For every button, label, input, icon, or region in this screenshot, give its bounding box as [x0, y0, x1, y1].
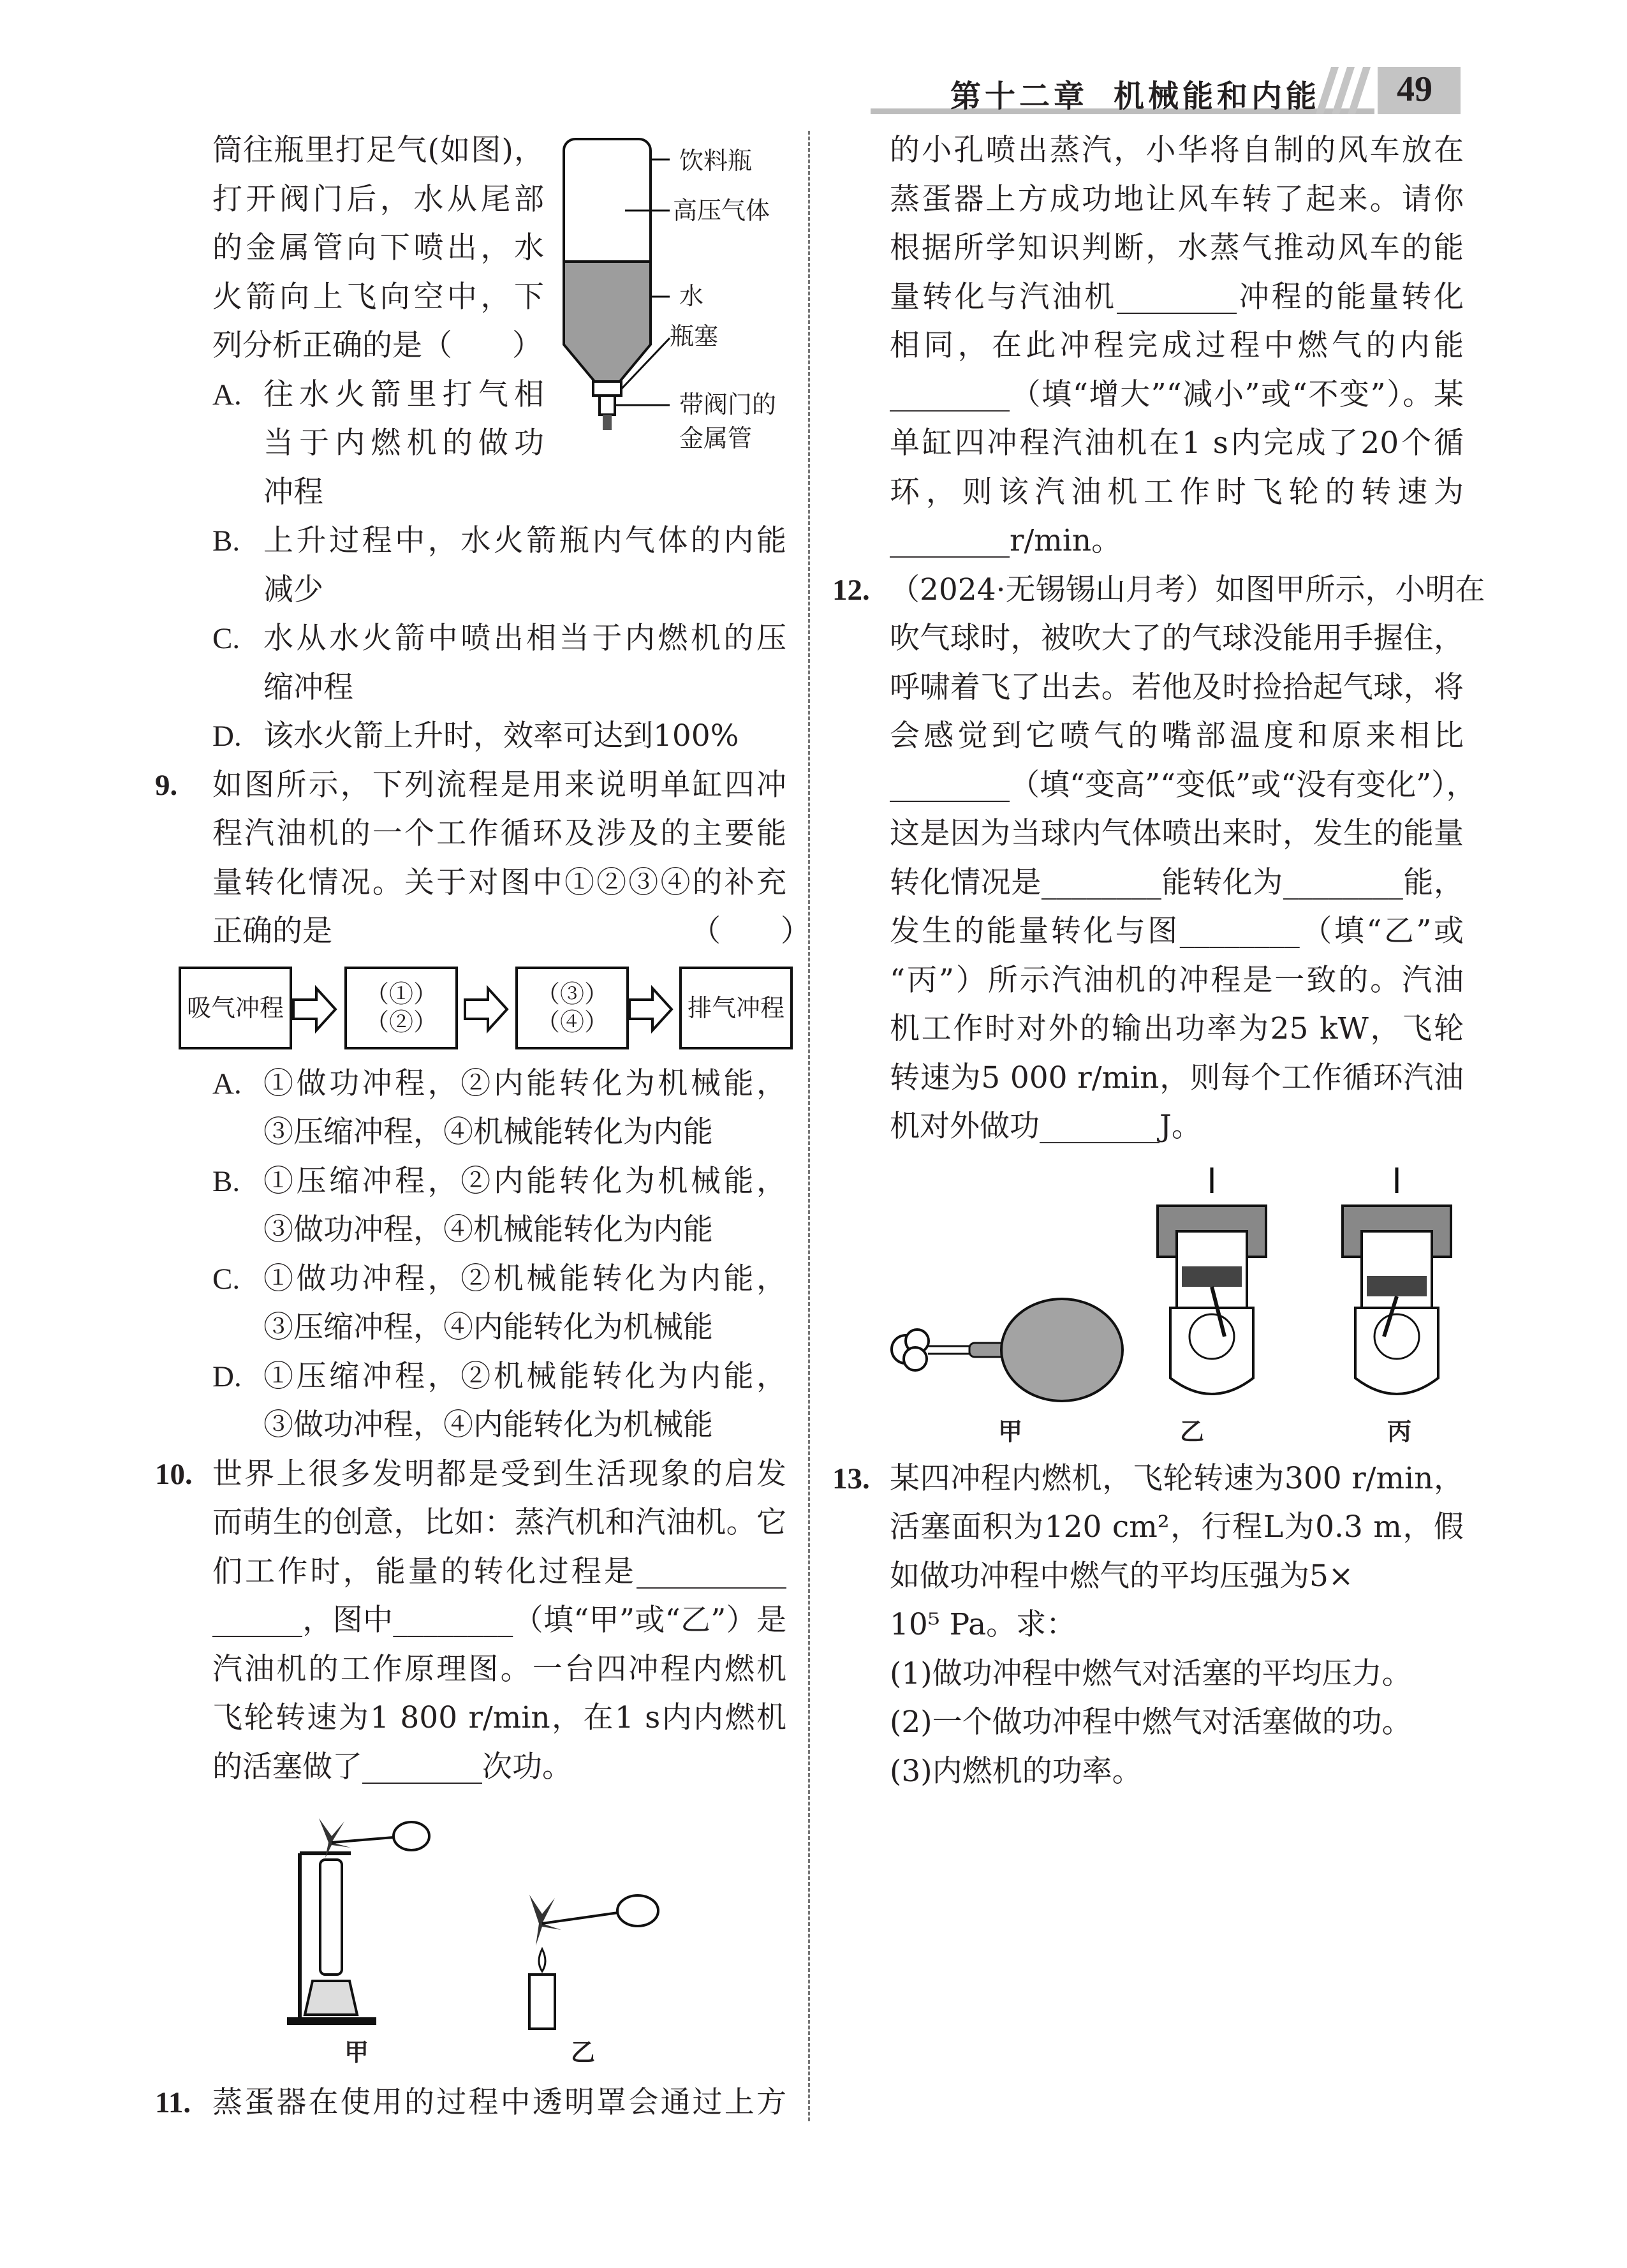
- running-header: [950, 71, 1346, 115]
- flow-box-text: （②）: [364, 1008, 438, 1036]
- text-line: [810, 859, 1473, 908]
- line-text: 正确的是: [212, 914, 332, 949]
- flow-box-1-2: [344, 967, 458, 1049]
- option-line: [0, 517, 791, 566]
- question-line: [810, 1455, 1473, 1504]
- line-text: 蒸蛋器在使用的过程中透明罩会通过上方: [212, 2085, 786, 2120]
- text-line: [0, 1499, 791, 1548]
- text-line: [810, 1005, 1473, 1054]
- line-text: ③压缩冲程，④内能转化为机械能: [263, 1310, 713, 1345]
- line-text: 环，则该汽油机工作时飞轮的转速为: [890, 474, 1464, 510]
- chapter-number: 第十二章: [950, 78, 1089, 114]
- question-number: 13.: [832, 1462, 870, 1495]
- line-text: ③压缩冲程，④机械能转化为内能: [263, 1115, 713, 1150]
- option-line: [0, 712, 791, 761]
- right-column: [810, 126, 1485, 1796]
- line-text: ①做功冲程，②机械能转化为内能，: [263, 1261, 786, 1296]
- line-text: 量转化与汽油机________冲程的能量转化: [890, 279, 1464, 315]
- answer-bracket: （ ）: [691, 914, 811, 949]
- line-text: 缩冲程: [263, 669, 353, 705]
- line-text: 10⁵ Pa。求：: [890, 1607, 1077, 1642]
- line-text: ①做功冲程，②内能转化为机械能，: [263, 1065, 786, 1101]
- line-text: （2024·无锡锡山月考）如图甲所示，小明在: [890, 572, 1485, 607]
- line-text: ③做功冲程，④机械能转化为内能: [263, 1212, 713, 1247]
- line-text: 转化情况是________能转化为________能，: [890, 864, 1464, 900]
- line-text: 汽油机的工作原理图。一台四冲程内燃机: [212, 1651, 786, 1687]
- text-line: [810, 224, 1473, 273]
- label-stopper: 瓶塞: [670, 322, 719, 350]
- label-water: 水: [679, 282, 704, 310]
- text-line: [0, 468, 791, 517]
- line-text: 这是因为当球内气体喷出来时，发生的能量: [890, 816, 1464, 851]
- text-line: [810, 956, 1473, 1005]
- option-line: [0, 1060, 791, 1109]
- text-line: [810, 614, 1473, 663]
- page-number: 49: [1397, 70, 1432, 109]
- question-number: 11.: [155, 2086, 191, 2119]
- text-line: [810, 419, 1473, 468]
- text-line: [0, 1548, 791, 1597]
- line-text: ①压缩冲程，②机械能转化为内能，: [263, 1358, 786, 1394]
- text-line: [810, 761, 1476, 810]
- line-text: 冲程: [263, 474, 323, 510]
- line-text: 列分析正确的是（ ）: [212, 328, 542, 363]
- option-label: C.: [212, 622, 240, 655]
- text-line: [0, 1401, 791, 1450]
- line-text: 们工作时，能量的转化过程是__________: [212, 1553, 786, 1589]
- option-line: [0, 1157, 791, 1206]
- label-bottle: 饮料瓶: [679, 147, 753, 175]
- balloon-figure: [887, 1295, 1129, 1410]
- figure-label-yi: 乙: [1180, 1417, 1205, 1446]
- text-line: [0, 566, 791, 615]
- flow-box-intake: [179, 967, 292, 1049]
- option-line: [0, 1353, 791, 1402]
- question-line: [0, 1450, 791, 1499]
- line-text: 如图所示，下列流程是用来说明单缸四冲: [212, 767, 786, 803]
- line-text: 机对外做功________J。: [890, 1109, 1202, 1144]
- option-label: A.: [212, 1067, 242, 1101]
- line-text: 打开阀门后，水从尾部: [212, 181, 544, 217]
- text-line: [0, 1694, 791, 1743]
- question-line: [0, 2079, 791, 2128]
- text-line: [810, 810, 1473, 859]
- arrow-icon: [628, 987, 674, 1032]
- arrow-icon: [292, 987, 338, 1032]
- question-number: 12.: [832, 573, 870, 607]
- line-text: 会感觉到它喷气的嘴部温度和原来相比: [890, 718, 1464, 753]
- windmill-boiling-flask-figure: [281, 1818, 446, 2029]
- line-text: 某四冲程内燃机，飞轮转速为300 r/min，: [890, 1460, 1464, 1496]
- line-text: 活塞面积为120 cm²，行程L为0.3 m，假: [890, 1509, 1464, 1545]
- line-text: 发生的能量转化与图________（填“乙”或: [890, 914, 1464, 949]
- flow-box-exhaust: [679, 967, 793, 1049]
- text-line: [810, 322, 1473, 371]
- line-text: 呼啸着飞了出去。若他及时捡拾起气球，将: [890, 669, 1464, 705]
- flow-box-text: （④）: [535, 1008, 608, 1036]
- text-line: [810, 273, 1473, 322]
- line-text: 该水火箭上升时，效率可达到100%: [263, 718, 739, 753]
- line-text: ①压缩冲程，②内能转化为机械能，: [263, 1163, 786, 1199]
- text-line: [0, 907, 811, 956]
- line-text: (3)内燃机的功率。: [890, 1753, 1142, 1789]
- text-line: [0, 810, 791, 859]
- flow-box-text: 吸气冲程: [186, 994, 284, 1022]
- line-text: 如做功冲程中燃气的平均压强为5×: [890, 1558, 1354, 1594]
- water-rocket-figure: [555, 134, 682, 440]
- text-line: [0, 1645, 791, 1694]
- line-text: (1)做功冲程中燃气对活塞的平均压力。: [890, 1656, 1412, 1691]
- text-line: [810, 1102, 1473, 1152]
- label-metal-tube: 金属管: [679, 424, 753, 452]
- text-line: [810, 907, 1473, 956]
- text-line: [0, 859, 791, 908]
- text-line: [810, 1601, 1473, 1650]
- question-line: [810, 566, 1485, 615]
- line-text: “丙”）所示汽油机的冲程是一致的。汽油: [890, 962, 1464, 998]
- line-text: 往水火箭里打气相: [263, 376, 544, 412]
- text-line: [0, 1206, 791, 1255]
- line-text: 筒往瓶里打足气(如图)，: [212, 133, 544, 168]
- text-line: [0, 1303, 791, 1353]
- option-label: B.: [212, 524, 240, 558]
- text-line: [810, 517, 1473, 566]
- text-line: [810, 1698, 1473, 1747]
- engine-figure-yi: [1151, 1167, 1279, 1404]
- line-text: 上升过程中，水火箭瓶内气体的内能: [263, 523, 786, 558]
- flow-box-text: （①）: [364, 980, 438, 1008]
- label-valve: 带阀门的: [679, 390, 777, 419]
- line-text: ________（填“变高”“变低”或“没有变化”），: [890, 767, 1476, 803]
- text-line: [810, 1054, 1473, 1103]
- option-line: [0, 1255, 791, 1304]
- line-text: 当于内燃机的做功: [263, 426, 544, 461]
- line-text: 的小孔喷出蒸汽，小华将自制的风车放在: [890, 133, 1464, 168]
- flow-box-3-4: [515, 967, 629, 1049]
- label-high-pressure-gas: 高压气体: [673, 196, 770, 225]
- engine-figure-bing: [1336, 1167, 1464, 1404]
- option-label: B.: [212, 1164, 240, 1198]
- line-text: 而萌生的创意，比如：蒸汽机和汽油机。它: [212, 1505, 786, 1540]
- line-text: 相同，在此冲程完成过程中燃气的内能: [890, 328, 1464, 363]
- line-text: ________（填“增大”“减小”或“不变”）。某: [890, 376, 1464, 412]
- flow-box-text: （③）: [535, 980, 608, 1008]
- text-line: [810, 1552, 1473, 1601]
- option-label: A.: [212, 378, 242, 411]
- text-line: [0, 663, 791, 713]
- text-line: [0, 1108, 791, 1157]
- line-text: 世界上很多发明都是受到生活现象的启发: [212, 1456, 786, 1492]
- arrow-icon: [464, 987, 510, 1032]
- text-line: [0, 1596, 791, 1645]
- line-text: 机工作时对外的输出功率为25 kW，飞轮: [890, 1011, 1464, 1046]
- text-line: [810, 175, 1473, 225]
- option-line: [0, 614, 791, 663]
- text-line: [810, 371, 1473, 420]
- line-text: 减少: [263, 572, 323, 607]
- line-text: 单缸四冲程汽油机在1 s内完成了20个循: [890, 426, 1464, 461]
- figure-label-jia: 甲: [344, 2038, 369, 2066]
- text-line: [810, 1747, 1473, 1797]
- line-text: 飞轮转速为1 800 r/min，在1 s内内燃机: [212, 1700, 786, 1735]
- question-number: 9.: [155, 768, 178, 802]
- figure-label-yi: 乙: [571, 2038, 596, 2066]
- line-text: 的活塞做了________次功。: [212, 1749, 572, 1784]
- text-line: [810, 468, 1473, 517]
- line-text: 转速为5 000 r/min，则每个工作循环汽油: [890, 1060, 1464, 1095]
- text-line: [0, 1743, 791, 1792]
- text-line: [810, 663, 1473, 713]
- windmill-candle-figure: [504, 1888, 676, 2035]
- text-line: [810, 712, 1473, 761]
- option-label: C.: [212, 1262, 240, 1296]
- line-text: 蒸蛋器上方成功地让风车转了起来。请你: [890, 181, 1464, 217]
- line-text: 程汽油机的一个工作循环及涉及的主要能: [212, 816, 786, 851]
- line-text: ______，图中________（填“甲”或“乙”）是: [212, 1603, 786, 1638]
- line-text: 根据所学知识判断，水蒸气推动风车的能: [890, 230, 1464, 265]
- option-label: D.: [212, 1360, 242, 1393]
- flow-box-text: 排气冲程: [687, 994, 784, 1022]
- line-text: 火箭向上飞向空中，下: [212, 279, 544, 315]
- line-text: (2)一个做功冲程中燃气对活塞做的功。: [890, 1705, 1412, 1740]
- line-text: ________r/min。: [890, 523, 1122, 558]
- figure-label-bing: 丙: [1387, 1417, 1412, 1446]
- figure-label-jia: 甲: [998, 1417, 1023, 1446]
- option-label: D.: [212, 720, 242, 753]
- question-number: 10.: [155, 1457, 193, 1491]
- line-text: 水从水火箭中喷出相当于内燃机的压: [263, 621, 786, 656]
- text-line: [810, 1650, 1473, 1699]
- text-line: [810, 1503, 1473, 1552]
- line-text: ③做功冲程，④内能转化为机械能: [263, 1407, 713, 1442]
- line-text: 量转化情况。关于对图中①②③④的补充: [212, 864, 786, 900]
- line-text: 的金属管向下喷出，水: [212, 230, 544, 265]
- question-line: [0, 761, 791, 810]
- chapter-title: 机械能和内能: [1114, 78, 1321, 114]
- text-line: [810, 126, 1473, 175]
- line-text: 吹气球时，被吹大了的气球没能用手握住，: [890, 621, 1464, 656]
